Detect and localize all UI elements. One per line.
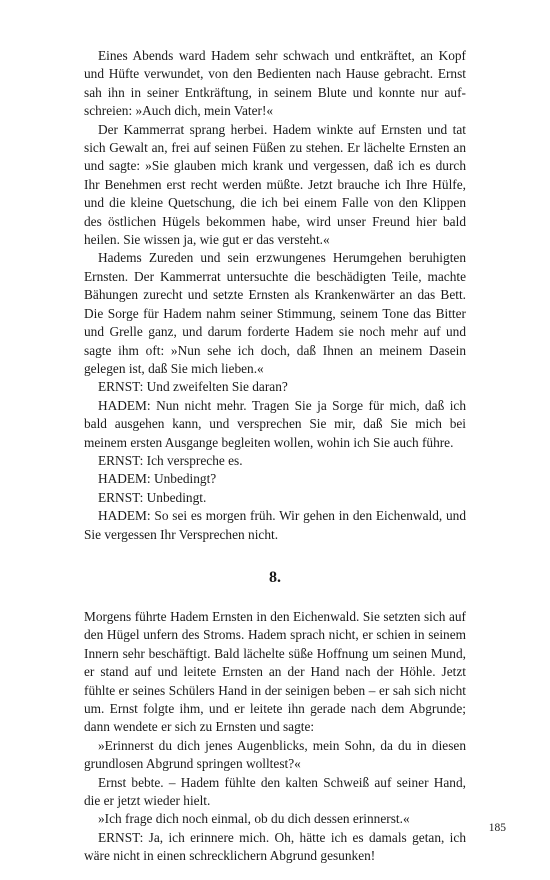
paragraph: »Erinnerst du dich jenes Augenblicks, mein Sohn, da du in diesen grundlosen Abgrund springen wolltest?« xyxy=(84,737,466,772)
dialogue-line: HADEM: So sei es morgen früh. Wir gehen in den Eichenwald, und Sie vergessen Ihr Versprechen nicht. xyxy=(84,508,466,542)
dialogue-line: ERNST: Ich verspreche es. xyxy=(98,452,243,468)
dialogue-line: ERNST: Und zweifelten Sie daran? xyxy=(98,379,288,395)
paragraph: Eines Abends ward Hadem sehr schwach und entkräftet, an Kopf und Hüfte verwundet, von den Bedienten nach Hause gebracht. Ernst sah ihn in seiner Entkräftung, in seinem Blute und konnte nur aufschreien: »Auch dich, mein Vater!« xyxy=(84,48,466,119)
chapter-heading: 8. xyxy=(269,568,281,586)
dialogue-line: HADEM: Unbedingt? xyxy=(98,471,217,487)
paragraph: »Ich frage dich noch einmal, ob du dich dessen erinnerst.« xyxy=(98,811,410,827)
page-number: 185 xyxy=(488,822,506,834)
paragraph: Morgens führte Hadem Ernsten in den Eichenwald. Sie setzten sich auf den Hügel unfern des Stroms. Hadem sprach nicht, er schien in seinem Innern sehr beschäftigt. Bald lächelte süße Hoffnung um seinen Mund, er stand auf und leitete Ernsten an der Hand nach der Höhle. Jetzt fühlte er seines Schülers Hand in der seinigen beben – er sah sich nicht um. Ernst folgte ihm, und er leitete ihn gerade nach dem Abgrunde; dann wendete er sich zu Ernsten und sagte: xyxy=(84,608,466,735)
paragraph: Hadems Zureden und sein erzwungenes Herumgehen beruhigten Ernsten. Der Kammerrat untersuchte die beschädigten Teile, machte Bähungen zurecht und setzte Ernsten als Krankenwärter an das Bett. Die Sorge für Hadem nahm seiner Stimmung, seinem Tone das Bitter und Grelle ganz, und darum forderte Hadem sie noch mehr auf und sagte ihm oft: »Nun sehe ich doch, daß Ihnen an meinem Dasein gelegen ist, daß Sie mich lieben.« xyxy=(84,250,466,376)
body-text xyxy=(84,47,466,866)
paragraph: Ernst bebte. – Hadem fühlte den kalten Schweiß auf seiner Hand, die er jetzt wieder hielt. xyxy=(84,774,466,809)
dialogue-line: ERNST: Unbedingt. xyxy=(98,489,207,505)
dialogue-line: ERNST: Ja, ich erinnere mich. Oh, hätte ich es damals getan, ich wäre nicht in einen schrecklichern Abgrund gesunken! xyxy=(84,829,466,864)
paragraph: Der Kammerrat sprang herbei. Hadem winkte auf Ernsten und tat sich Gewalt an, frei auf seinen Füßen zu stehen. Er lächelte Ernsten an und sagte: »Sie glauben mich krank und vergessen, daß ich es durch Ihr Benehmen erst recht werden müßte. Jetzt brauche ich Ihre Hülfe, und die kleine Quetschung, die ich bei einem Falle von den Klippen des östlichen Hügels bekommen habe, wird unser Freund hier bald heilen. Sie wissen ja, wie gut er das versteht.« xyxy=(84,121,466,248)
dialogue-line: HADEM: Nun nicht mehr. Tragen Sie ja Sorge für mich, daß ich bald ausgehen kann, und versprechen Sie mir, daß Sie mich bei meinem ersten Ausgange begleiten wollen, wohin ich Sie auch führe. xyxy=(84,397,466,450)
